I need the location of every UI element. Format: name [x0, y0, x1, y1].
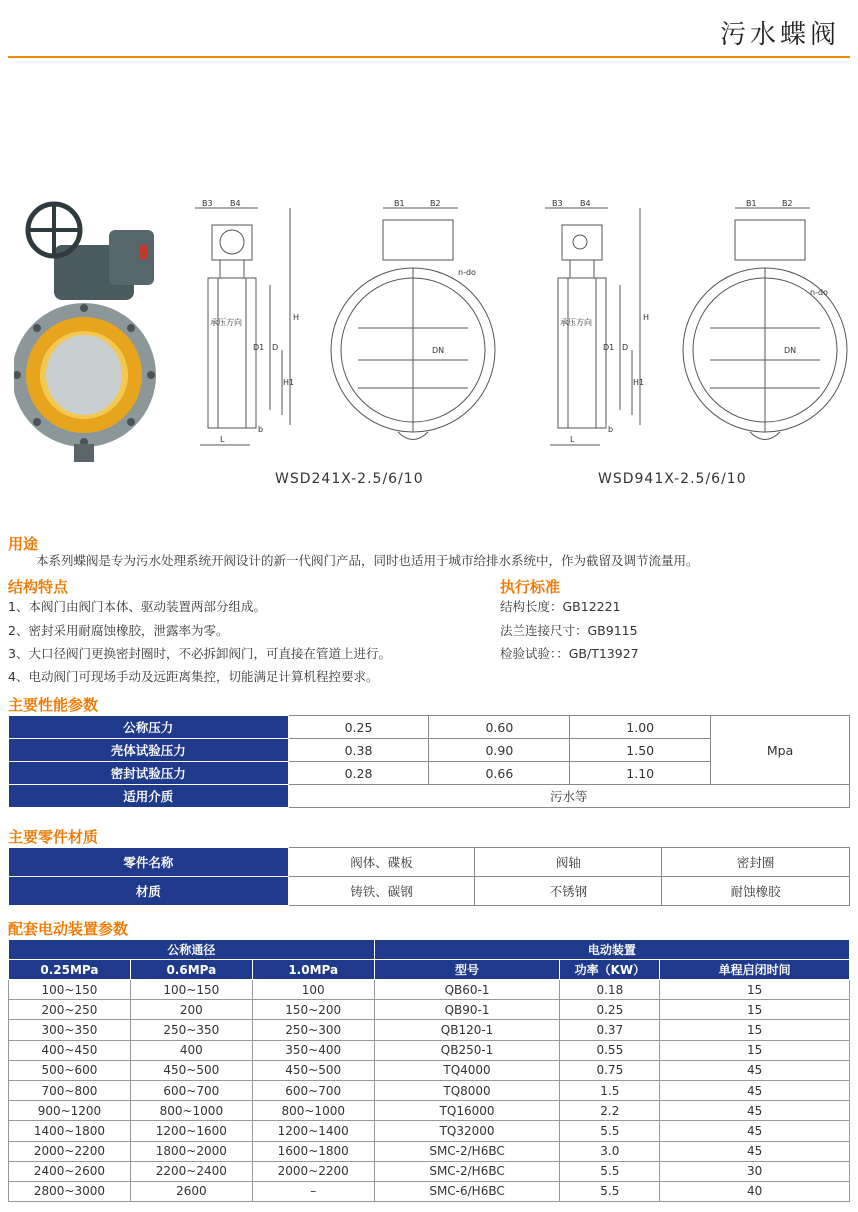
flow-direction-label: 承压方向: [560, 318, 592, 327]
table-cell: 45: [660, 1060, 850, 1080]
row-label: 公称压力: [9, 716, 289, 739]
table-cell: 密封圈: [662, 848, 850, 877]
table-row: [9, 1181, 850, 1201]
table-cell: 450~500: [252, 1060, 374, 1080]
table-cell: 30: [660, 1161, 850, 1181]
table-row: [9, 785, 850, 808]
side-view-drawing-1: [190, 200, 305, 460]
table-cell: 5.5: [560, 1121, 660, 1141]
table-cell: QB250-1: [374, 1040, 560, 1060]
table-row: [9, 980, 850, 1000]
dim-b1: B1: [394, 200, 405, 208]
label-n-do: n-do: [458, 268, 476, 277]
table-cell: TQ4000: [374, 1060, 560, 1080]
front-view-drawing-1: [328, 200, 498, 455]
table-row: [9, 1060, 850, 1080]
dim-d: D: [622, 343, 629, 352]
column-header: 0.6MPa: [130, 960, 252, 980]
table-cell: 0.38: [288, 739, 429, 762]
table-cell: 350~400: [252, 1040, 374, 1060]
dim-h1: H1: [633, 378, 645, 387]
table-cell: 1.10: [570, 762, 711, 785]
table-cell: 2.2: [560, 1101, 660, 1121]
table-cell: 200: [130, 1000, 252, 1020]
table-cell: 700~800: [9, 1080, 131, 1100]
table-cell: 800~1000: [252, 1101, 374, 1121]
table-cell: 0.55: [560, 1040, 660, 1060]
table-cell: 15: [660, 1040, 850, 1060]
table-cell: 耐蚀橡胶: [662, 877, 850, 906]
table-cell: 0.60: [429, 716, 570, 739]
table-row: [9, 848, 850, 877]
table-cell: 900~1200: [9, 1101, 131, 1121]
title-divider: [8, 56, 850, 58]
table-cell: 45: [660, 1101, 850, 1121]
electric-heading: 配套电动装置参数: [8, 920, 129, 938]
table-cell: 150~200: [252, 1000, 374, 1020]
table-cell: 200~250: [9, 1000, 131, 1020]
caption-wsd241: WSD241X-2.5/6/10: [275, 471, 424, 487]
table-cell: 1600~1800: [252, 1141, 374, 1161]
standard-item: 检验试验：：GB/T13927: [500, 646, 639, 661]
table-cell: QB90-1: [374, 1000, 560, 1020]
table-cell: 450~500: [130, 1060, 252, 1080]
table-cell: 2400~2600: [9, 1161, 131, 1181]
table-cell: 阀轴: [475, 848, 662, 877]
dim-l: L: [220, 435, 225, 444]
dim-h: H: [293, 313, 300, 322]
table-cell: 0.25: [560, 1000, 660, 1020]
table-cell: 500~600: [9, 1060, 131, 1080]
dim-d1: D1: [253, 343, 265, 352]
row-label: 密封试验压力: [9, 762, 289, 785]
table-cell: 15: [660, 1000, 850, 1020]
flow-direction-label: 承压方向: [210, 318, 242, 327]
table-cell: TQ32000: [374, 1121, 560, 1141]
materials-table: [8, 847, 850, 906]
table-cell: 0.28: [288, 762, 429, 785]
row-label: 零件名称: [9, 848, 289, 877]
electric-table: [8, 939, 850, 1202]
table-cell: 2000~2200: [9, 1141, 131, 1161]
column-header: 1.0MPa: [252, 960, 374, 980]
feature-item: 2、密封采用耐腐蚀橡胶，泄露率为零。: [8, 623, 229, 638]
table-cell: 1400~1800: [9, 1121, 131, 1141]
row-label: 材质: [9, 877, 289, 906]
unit-cell: Mpa: [711, 716, 850, 785]
table-row: [9, 716, 850, 739]
table-cell: 250~300: [252, 1020, 374, 1040]
table-cell: 400: [130, 1040, 252, 1060]
table-cell: 5.5: [560, 1161, 660, 1181]
table-cell: TQ16000: [374, 1101, 560, 1121]
dim-b4: B4: [580, 200, 591, 208]
table-cell: 污水等: [288, 785, 849, 808]
dim-b1: B1: [746, 200, 757, 208]
table-cell: 0.25: [288, 716, 429, 739]
table-cell: 0.18: [560, 980, 660, 1000]
standard-item: 结构长度：GB12221: [500, 599, 621, 614]
valve-photo: [14, 200, 164, 465]
table-cell: 2800~3000: [9, 1181, 131, 1201]
table-cell: 铸铁、碳钢: [288, 877, 475, 906]
materials-heading: 主要零件材质: [8, 828, 99, 846]
table-cell: TQ8000: [374, 1080, 560, 1100]
group-header: 公称通径: [9, 940, 375, 960]
dim-b2: B2: [782, 200, 793, 208]
table-cell: 0.66: [429, 762, 570, 785]
table-cell: 100: [252, 980, 374, 1000]
table-cell: 2600: [130, 1181, 252, 1201]
table-cell: 不锈钢: [475, 877, 662, 906]
table-row: [9, 1000, 850, 1020]
table-cell: 600~700: [252, 1080, 374, 1100]
table-row: [9, 1161, 850, 1181]
dim-b: b: [608, 425, 614, 434]
standards-heading: 执行标准: [500, 578, 561, 596]
table-cell: SMC-2/H6BC: [374, 1141, 560, 1161]
table-cell: 600~700: [130, 1080, 252, 1100]
dim-b3: B3: [202, 200, 213, 208]
table-cell: SMC-2/H6BC: [374, 1161, 560, 1181]
table-cell: 45: [660, 1080, 850, 1100]
table-row: [9, 1080, 850, 1100]
dim-d1: D1: [603, 343, 615, 352]
dim-h: H: [643, 313, 650, 322]
feature-item: 3、大口径阀门更换密封圈时，不必拆卸阀门，可直接在管道上进行。: [8, 646, 391, 661]
caption-wsd941: WSD941X-2.5/6/10: [598, 471, 747, 487]
table-row: [9, 877, 850, 906]
table-row: [9, 1020, 850, 1040]
table-cell: QB120-1: [374, 1020, 560, 1040]
dim-l: L: [570, 435, 575, 444]
label-n-do: n-do: [810, 288, 828, 297]
table-cell: 5.5: [560, 1181, 660, 1201]
table-cell: 800~1000: [130, 1101, 252, 1121]
table-cell: 2000~2200: [252, 1161, 374, 1181]
table-row: [9, 1121, 850, 1141]
table-cell: 1.50: [570, 739, 711, 762]
table-row: [9, 1040, 850, 1060]
usage-heading: 用途: [8, 535, 39, 553]
dim-d: D: [272, 343, 279, 352]
performance-heading: 主要性能参数: [8, 696, 99, 714]
dim-b4: B4: [230, 200, 241, 208]
row-label: 壳体试验压力: [9, 739, 289, 762]
table-cell: 400~450: [9, 1040, 131, 1060]
table-cell: –: [252, 1181, 374, 1201]
column-header: 单程启闭时间: [660, 960, 850, 980]
row-label: 适用介质: [9, 785, 289, 808]
usage-text: 本系列蝶阀是专为污水处理系统开阀设计的新一代阀门产品，同时也适用于城市给排水系统中，作为截留及调节流量用。: [36, 553, 699, 568]
table-cell: 0.75: [560, 1060, 660, 1080]
page-title: 污水蝶阀: [719, 20, 840, 50]
table-cell: SMC-6/H6BC: [374, 1181, 560, 1201]
performance-table: [8, 715, 850, 808]
table-cell: 1200~1400: [252, 1121, 374, 1141]
dim-b: b: [258, 425, 264, 434]
dim-b2: B2: [430, 200, 441, 208]
table-cell: 15: [660, 980, 850, 1000]
column-header: 功率（KW）: [560, 960, 660, 980]
table-cell: 1200~1600: [130, 1121, 252, 1141]
label-dn: DN: [432, 346, 445, 355]
table-row: [9, 1141, 850, 1161]
column-header: 0.25MPa: [9, 960, 131, 980]
table-cell: 100~150: [9, 980, 131, 1000]
table-cell: 45: [660, 1141, 850, 1161]
column-header: 型号: [374, 960, 560, 980]
table-cell: 1.5: [560, 1080, 660, 1100]
table-cell: 250~350: [130, 1020, 252, 1040]
side-view-drawing-2: [540, 200, 655, 460]
label-dn: DN: [784, 346, 797, 355]
features-heading: 结构特点: [8, 578, 69, 596]
table-cell: 0.90: [429, 739, 570, 762]
table-cell: 300~350: [9, 1020, 131, 1040]
table-cell: 45: [660, 1121, 850, 1141]
table-cell: 2200~2400: [130, 1161, 252, 1181]
feature-item: 4、电动阀门可现场手动及远距离集控，切能满足计算机程控要求。: [8, 669, 379, 684]
dim-b3: B3: [552, 200, 563, 208]
table-cell: 3.0: [560, 1141, 660, 1161]
standard-item: 法兰连接尺寸：GB9115: [500, 623, 638, 638]
table-row: [9, 1101, 850, 1121]
table-cell: 40: [660, 1181, 850, 1201]
table-cell: 阀体、碟板: [288, 848, 475, 877]
table-cell: 0.37: [560, 1020, 660, 1040]
table-cell: 1.00: [570, 716, 711, 739]
table-cell: QB60-1: [374, 980, 560, 1000]
feature-item: 1、本阀门由阀门本体、驱动装置两部分组成。: [8, 599, 266, 614]
front-view-drawing-2: [680, 200, 850, 455]
dim-h1: H1: [283, 378, 295, 387]
table-cell: 100~150: [130, 980, 252, 1000]
group-header: 电动装置: [374, 940, 849, 960]
table-cell: 15: [660, 1020, 850, 1040]
table-cell: 1800~2000: [130, 1141, 252, 1161]
